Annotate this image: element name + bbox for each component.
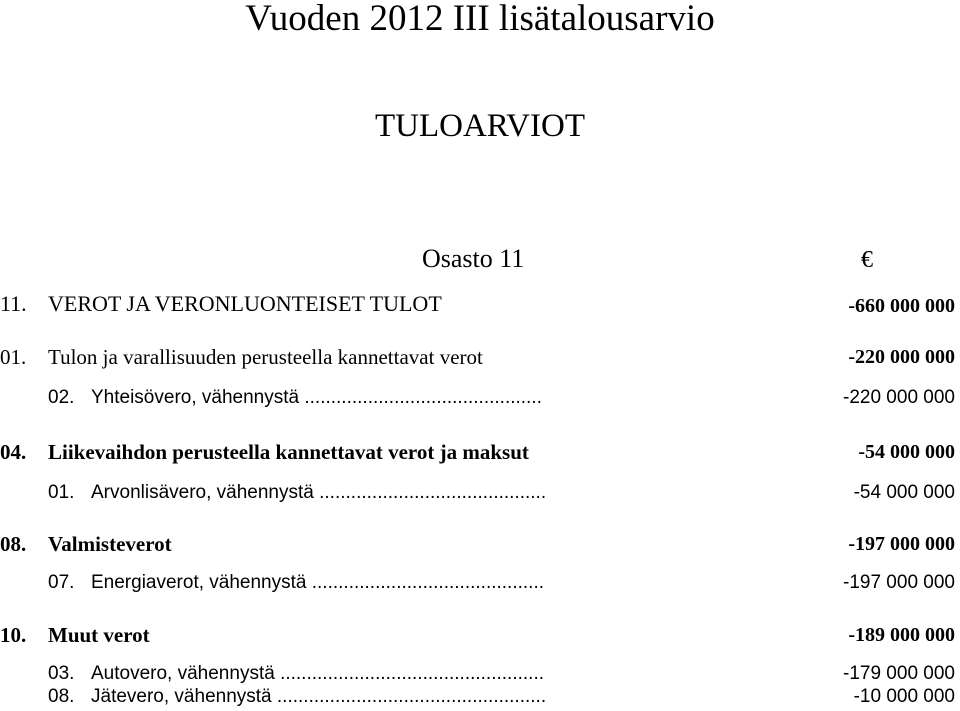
row-label: Liikevaihdon perusteella kannettavat verot ja maksut — [48, 440, 529, 464]
section-heading: TULOARVIOT — [375, 108, 585, 144]
category-row-label — [0, 344, 483, 370]
row-label: Energiaverot, vähennystä ............................................ — [91, 572, 545, 593]
row-number: 01. — [0, 345, 27, 369]
row-label: Yhteisövero, vähennystä ............................................. — [91, 387, 542, 408]
row-number: 08. — [48, 686, 75, 707]
row-label: Jätevero, vähennystä ................................................... — [91, 686, 547, 707]
row-amount: -54 000 000 — [858, 441, 955, 463]
row-number: 01. — [48, 482, 75, 503]
row-amount: -179 000 000 — [843, 663, 955, 684]
category-row-label — [0, 439, 529, 465]
row-amount: -220 000 000 — [848, 346, 955, 368]
row-number: 08. — [0, 532, 27, 556]
row-amount: -197 000 000 — [848, 533, 955, 555]
row-amount: -54 000 000 — [853, 482, 955, 503]
category-row-label — [0, 531, 172, 557]
row-number: 03. — [48, 663, 75, 684]
row-label: VEROT JA VERONLUONTEISET TULOT — [48, 291, 442, 316]
item-row-label — [48, 480, 751, 506]
item-row-label — [48, 570, 751, 596]
row-label: Valmisteverot — [48, 532, 172, 556]
item-row-label — [48, 385, 741, 411]
department-label: Osasto 11 — [422, 244, 525, 273]
row-amount: -197 000 000 — [843, 572, 955, 593]
row-amount: -660 000 000 — [848, 295, 955, 317]
row-label: Muut verot — [48, 623, 150, 647]
currency-symbol: € — [861, 247, 873, 273]
row-number: 02. — [48, 387, 75, 408]
row-label: Tulon ja varallisuuden perusteella kannettavat verot — [48, 345, 483, 369]
main-category-row-label — [0, 291, 442, 317]
item-row-label — [48, 684, 751, 710]
row-number: 07. — [48, 572, 75, 593]
category-row-label — [0, 622, 150, 648]
row-amount: -189 000 000 — [848, 624, 955, 646]
row-label: Arvonlisävero, vähennystä ........................................... — [91, 482, 547, 503]
row-amount: -220 000 000 — [843, 387, 955, 408]
row-number: 10. — [0, 623, 27, 647]
row-label: Autovero, vähennystä .................................................. — [91, 663, 545, 684]
document-title: Vuoden 2012 III lisätalousarvio — [245, 0, 715, 39]
row-number: 11. — [0, 291, 27, 316]
row-number: 04. — [0, 440, 27, 464]
row-amount: -10 000 000 — [853, 686, 955, 707]
